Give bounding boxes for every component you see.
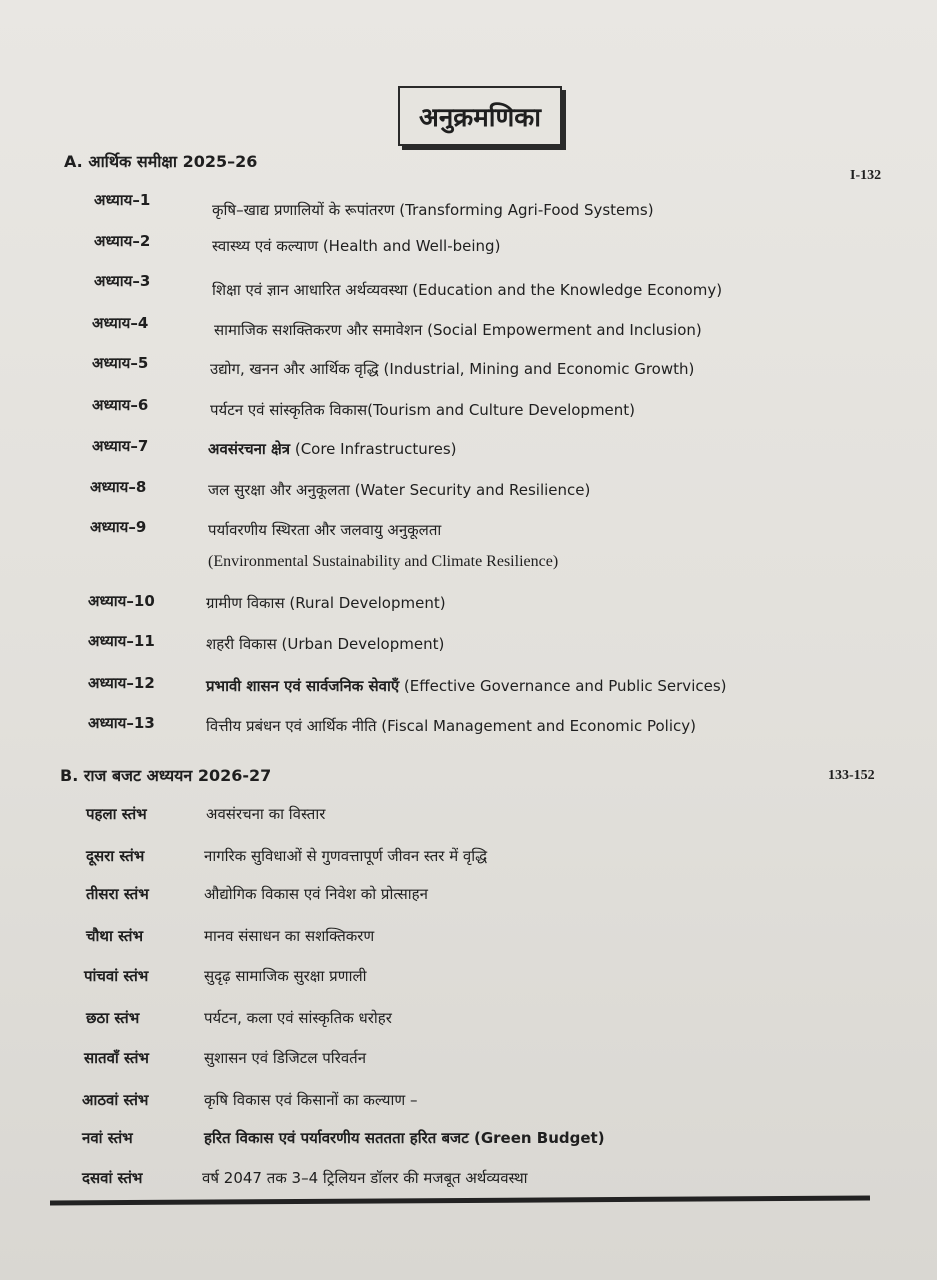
- chapter-title-bold: प्रभावी शासन एवं सार्वजनिक सेवाएँ: [206, 677, 400, 695]
- pillar-row: [0, 1008, 937, 1032]
- pillar-row: [0, 804, 937, 828]
- chapter-label: अध्याय–9: [90, 518, 147, 536]
- chapter-label: अध्याय–8: [90, 478, 147, 496]
- pillar-label: सातवाँ स्तंभ: [84, 1049, 149, 1067]
- chapter-row: [0, 477, 937, 501]
- chapter-row: [0, 713, 937, 737]
- pillar-row: [0, 846, 937, 870]
- pillar-label: दसवां स्तंभ: [82, 1169, 143, 1187]
- pillar-title: [204, 1128, 605, 1148]
- pillar-label: तीसरा स्तंभ: [86, 885, 149, 903]
- chapter-title: [206, 676, 727, 696]
- chapter-row: [0, 353, 937, 377]
- pillar-title-bold: हरित विकास एवं पर्यावरणीय सततता हरित बजट (Green Budget): [204, 1129, 605, 1147]
- chapter-title: शहरी विकास (Urban Development): [206, 635, 445, 653]
- pillar-label: पांचवां स्तंभ: [84, 967, 149, 985]
- pillar-row: [0, 1128, 937, 1152]
- chapter-row: [0, 591, 937, 615]
- chapter-label: अध्याय–7: [92, 437, 149, 455]
- pillar-title: पर्यटन, कला एवं सांस्कृतिक धरोहर: [204, 1009, 392, 1027]
- chapter-title: ग्रामीण विकास (Rural Development): [206, 594, 446, 612]
- chapter-label: अध्याय–6: [92, 396, 149, 414]
- chapter-label: अध्याय–13: [88, 714, 155, 732]
- pillar-title: कृषि विकास एवं किसानों का कल्याण –: [204, 1091, 418, 1109]
- page-title: अनुक्रमणिका: [398, 86, 562, 146]
- chapter-label: अध्याय–1: [94, 191, 151, 209]
- chapter-row: [0, 631, 937, 655]
- chapter-label: अध्याय–10: [88, 592, 155, 610]
- chapter-label: अध्याय–12: [88, 674, 155, 692]
- chapter-row: [0, 436, 937, 460]
- chapter-row: [0, 313, 937, 337]
- chapter-label: अध्याय–4: [92, 314, 149, 332]
- chapter-title: कृषि–खाद्य प्रणालियों के रूपांतरण (Transforming Agri-Food Systems): [212, 201, 654, 219]
- pillar-label: चौथा स्तंभ: [86, 927, 144, 945]
- footer-divider: [50, 1195, 870, 1205]
- chapter-title-english: (Environmental Sustainability and Climate Resilience): [208, 553, 559, 570]
- pillar-row: [0, 926, 937, 950]
- pillar-row: [0, 1090, 937, 1114]
- pillar-label: आठवां स्तंभ: [82, 1091, 149, 1109]
- chapter-title: स्वास्थ्य एवं कल्याण (Health and Well-being): [212, 237, 501, 255]
- chapter-title: [208, 439, 457, 459]
- chapter-title: सामाजिक सशक्तिकरण और समावेशन (Social Empowerment and Inclusion): [214, 321, 702, 339]
- pillar-row: [0, 884, 937, 908]
- chapter-title: जल सुरक्षा और अनुकूलता (Water Security and Resilience): [208, 481, 591, 499]
- chapter-title-rest: (Effective Governance and Public Services): [399, 677, 727, 695]
- chapter-title: पर्यटन एवं सांस्कृतिक विकास(Tourism and Culture Development): [210, 401, 636, 419]
- chapter-row: [0, 673, 937, 697]
- chapter-row: [0, 231, 937, 255]
- pillar-title: मानव संसाधन का सशक्तिकरण: [204, 927, 375, 945]
- chapter-title-bold: अवसंरचना क्षेत्र: [208, 440, 291, 458]
- pillar-title: अवसंरचना का विस्तार: [206, 805, 326, 823]
- chapter-title: उद्योग, खनन और आर्थिक वृद्धि (Industrial, Mining and Economic Growth): [210, 360, 695, 378]
- section-b-heading: B. राज बजट अध्ययन 2026-27: [60, 766, 272, 785]
- section-b-range: 133-152: [828, 768, 875, 783]
- section-a-range: I-132: [850, 168, 882, 183]
- chapter-label: अध्याय–3: [94, 272, 151, 290]
- pillar-row: [0, 1168, 937, 1192]
- pillar-title: वर्ष 2047 तक 3–4 ट्रिलियन डॉलर की मजबूत अर्थव्यवस्था: [202, 1169, 528, 1187]
- section-a-heading: A. आर्थिक समीक्षा 2025–26: [64, 152, 258, 171]
- chapter-label: अध्याय–5: [92, 354, 149, 372]
- pillar-label: पहला स्तंभ: [86, 805, 147, 823]
- pillar-title: सुदृढ़ सामाजिक सुरक्षा प्रणाली: [204, 967, 367, 985]
- pillar-row: [0, 1048, 937, 1072]
- chapter-row: [0, 517, 937, 570]
- pillar-title: औद्योगिक विकास एवं निवेश को प्रोत्साहन: [204, 885, 428, 903]
- chapter-label: अध्याय–11: [88, 632, 155, 650]
- chapter-title: शिक्षा एवं ज्ञान आधारित अर्थव्यवस्था (Education and the Knowledge Economy): [212, 281, 723, 299]
- pillar-label: नवां स्तंभ: [82, 1129, 133, 1147]
- pillar-label: छठा स्तंभ: [86, 1009, 140, 1027]
- pillar-label: दूसरा स्तंभ: [86, 847, 145, 865]
- pillar-row: [0, 966, 937, 990]
- chapter-title: वित्तीय प्रबंधन एवं आर्थिक नीति (Fiscal Management and Economic Policy): [206, 717, 696, 735]
- pillar-title: नागरिक सुविधाओं से गुणवत्तापूर्ण जीवन स्तर में वृद्धि: [204, 847, 488, 865]
- chapter-row: [0, 395, 937, 419]
- chapter-title: पर्यावरणीय स्थिरता और जलवायु अनुकूलता: [208, 521, 442, 539]
- chapter-row: [0, 190, 937, 219]
- pillar-title: सुशासन एवं डिजिटल परिवर्तन: [204, 1049, 367, 1067]
- chapter-row: [0, 271, 937, 299]
- chapter-title-rest: (Core Infrastructures): [290, 440, 457, 458]
- chapter-label: अध्याय–2: [94, 232, 151, 250]
